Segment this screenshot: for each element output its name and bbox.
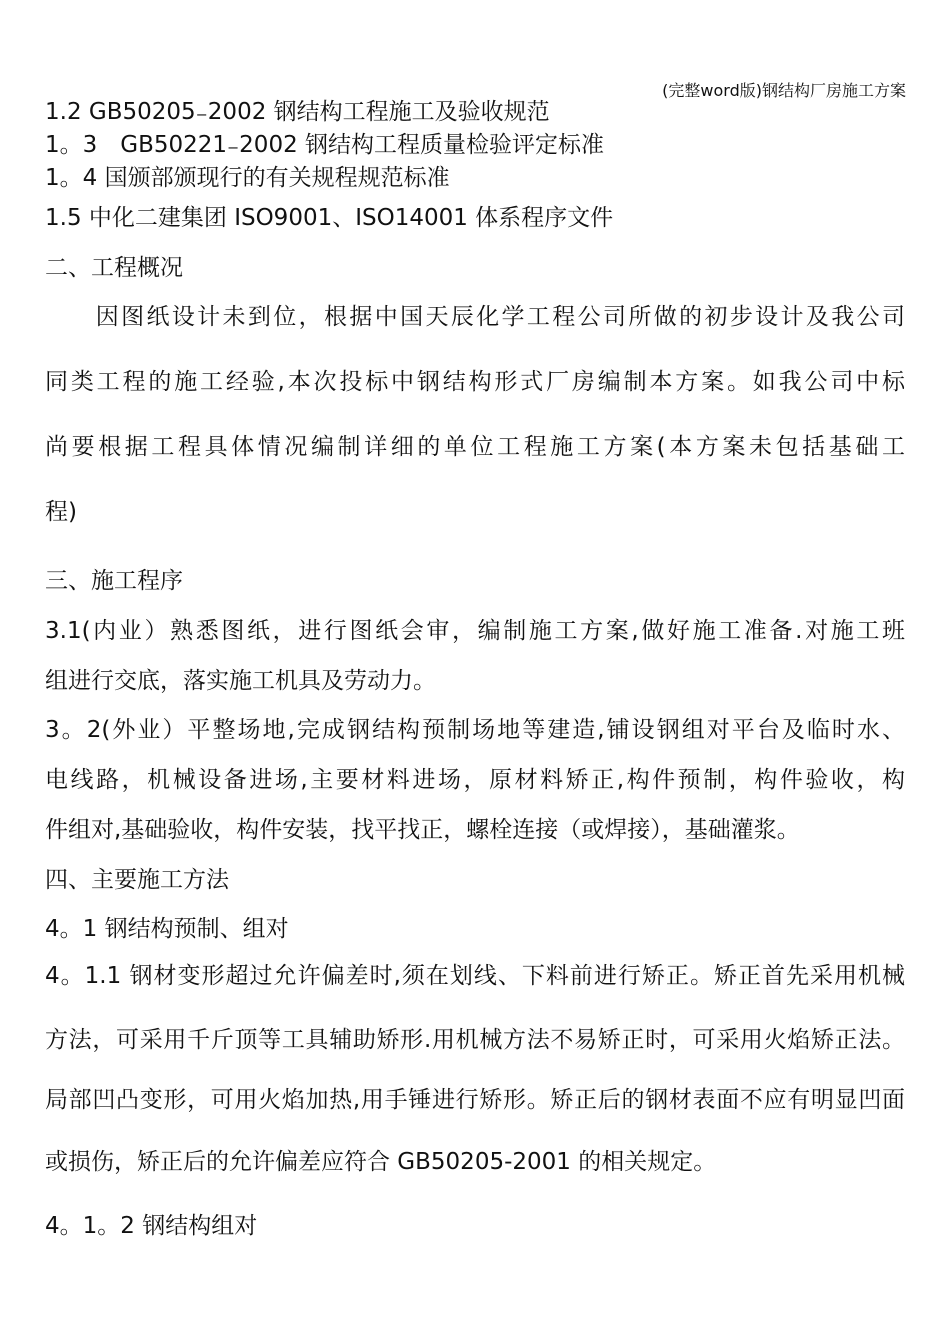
overview-paragraph-line-4: 程) (45, 499, 77, 525)
line-1-5-standard: 1.5 中化二建集团 ISO9001、ISO14001 体系程序文件 (45, 205, 614, 231)
method-4-1-1-line-1: 4。1.1 钢材变形超过允许偏差时,须在划线、下料前进行矫正。矫正首先采用机械 (45, 963, 905, 989)
line-1-3-standard: 1。3 GB50221₋2002 钢结构工程质量检验评定标准 (45, 132, 605, 158)
overview-paragraph-line-3: 尚要根据工程具体情况编制详细的单位工程施工方案(本方案未包括基础工 (45, 434, 905, 460)
heading-4-1-2: 4。1。2 钢结构组对 (45, 1213, 258, 1239)
procedure-3-1-line-1: 3.1(内业）熟悉图纸，进行图纸会审，编制施工方案,做好施工准备.对施工班 (45, 618, 905, 644)
page-header: (完整word版)钢结构厂房施工方案 (662, 81, 906, 100)
overview-paragraph-line-1: 因图纸设计未到位，根据中国天辰化学工程公司所做的初步设计及我公司 (45, 304, 905, 330)
line-1-4-standard: 1。4 国颁部颁现行的有关规程规范标准 (45, 165, 450, 191)
heading-4-1: 4。1 钢结构预制、组对 (45, 916, 289, 942)
heading-project-overview: 二、工程概况 (45, 255, 183, 281)
method-4-1-1-line-4: 或损伤，矫正后的允许偏差应符合 GB50205-2001 的相关规定。 (45, 1149, 717, 1175)
procedure-3-2-line-3: 件组对,基础验收，构件安装，找平找正，螺栓连接（或焊接），基础灌浆。 (45, 817, 800, 843)
heading-main-methods: 四、主要施工方法 (45, 867, 229, 893)
overview-paragraph-line-2: 同类工程的施工经验,本次投标中钢结构形式厂房编制本方案。如我公司中标 (45, 369, 905, 395)
procedure-3-2-line-2: 电线路，机械设备进场,主要材料进场，原材料矫正,构件预制，构件验收，构 (45, 767, 905, 793)
heading-construction-procedure: 三、施工程序 (45, 568, 183, 594)
procedure-3-2-line-1: 3。2(外业）平整场地,完成钢结构预制场地等建造,铺设钢组对平台及临时水、 (45, 717, 905, 743)
procedure-3-1-line-2: 组进行交底，落实施工机具及劳动力。 (45, 668, 436, 694)
method-4-1-1-line-2: 方法，可采用千斤顶等工具辅助矫形.用机械方法不易矫正时，可采用火焰矫正法。 (45, 1027, 905, 1053)
method-4-1-1-line-3: 局部凹凸变形，可用火焰加热,用手锤进行矫形。矫正后的钢材表面不应有明显凹面 (45, 1087, 905, 1113)
line-1-2-standard: 1.2 GB50205₋2002 钢结构工程施工及验收规范 (45, 99, 550, 125)
